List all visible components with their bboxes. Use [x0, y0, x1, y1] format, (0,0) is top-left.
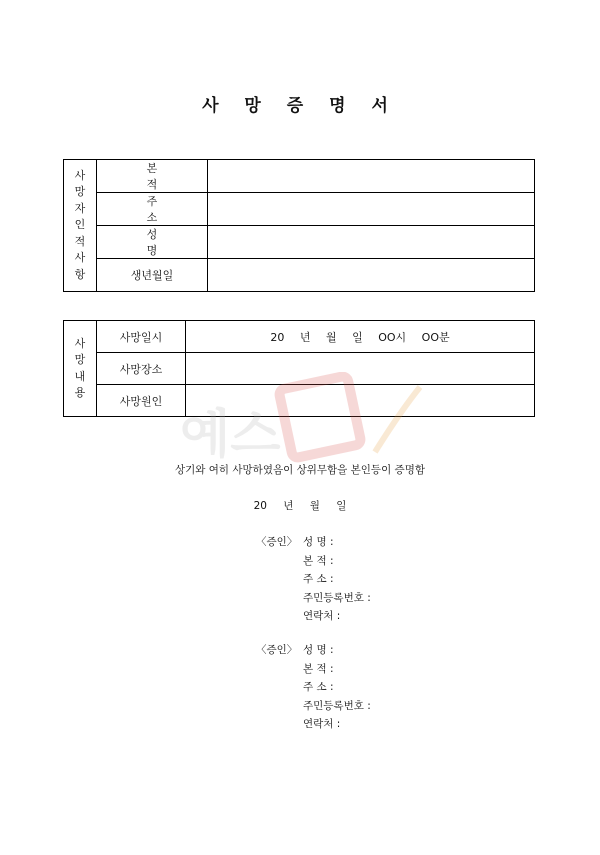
witness-domicile-field[interactable]: 본 적 : [303, 662, 334, 675]
field-death-datetime[interactable]: 20 년 월 일 OO시 OO분 [186, 321, 535, 353]
witness-name-field[interactable]: 성 명 : [303, 644, 334, 656]
certification-date: 20 년 월 일 [253, 500, 347, 512]
document-title: 사 망 증 명 서 [202, 96, 398, 116]
witness-contact-field[interactable]: 연락처 : [303, 610, 341, 622]
field-birthdate[interactable] [208, 259, 535, 292]
witness-id-number-field[interactable]: 주민등록번호 : [303, 699, 371, 712]
witness-id-number-field[interactable]: 주민등록번호 : [303, 591, 371, 604]
witness-name-field[interactable]: 성 명 : [303, 536, 334, 548]
label-domicile: 본 적 [97, 160, 208, 193]
witness-tag: 〈증인〉 [256, 536, 298, 548]
witness-domicile-field[interactable]: 본 적 : [303, 554, 334, 567]
label-address: 주 소 [97, 193, 208, 226]
death-info-header: 사 망 내 용 [64, 321, 97, 417]
field-domicile[interactable] [208, 160, 535, 193]
field-death-cause[interactable] [186, 385, 535, 417]
witness-contact-field[interactable]: 연락처 : [303, 718, 341, 730]
witness-address-field[interactable]: 주 소 : [303, 681, 334, 693]
label-death-cause: 사망원인 [97, 385, 186, 417]
label-name: 성 명 [97, 226, 208, 259]
witness-block-1 [256, 533, 371, 626]
witness-address-field[interactable]: 주 소 : [303, 573, 334, 585]
witness-block-2 [256, 641, 371, 734]
label-death-datetime: 사망일시 [97, 321, 186, 353]
field-address[interactable] [208, 193, 535, 226]
label-birthdate: 생년월일 [97, 259, 208, 292]
witness-tag: 〈증인〉 [256, 644, 298, 656]
field-death-place[interactable] [186, 353, 535, 385]
death-info-table [63, 320, 535, 417]
deceased-info-table [63, 159, 535, 292]
field-name[interactable] [208, 226, 535, 259]
certification-statement: 상기와 여히 사망하였음이 상위무함을 본인등이 증명함 [175, 464, 425, 476]
deceased-info-header: 사 망 자 인 적 사 항 [64, 160, 97, 292]
label-death-place: 사망장소 [97, 353, 186, 385]
svg-text:예스: 예스 [180, 405, 281, 465]
